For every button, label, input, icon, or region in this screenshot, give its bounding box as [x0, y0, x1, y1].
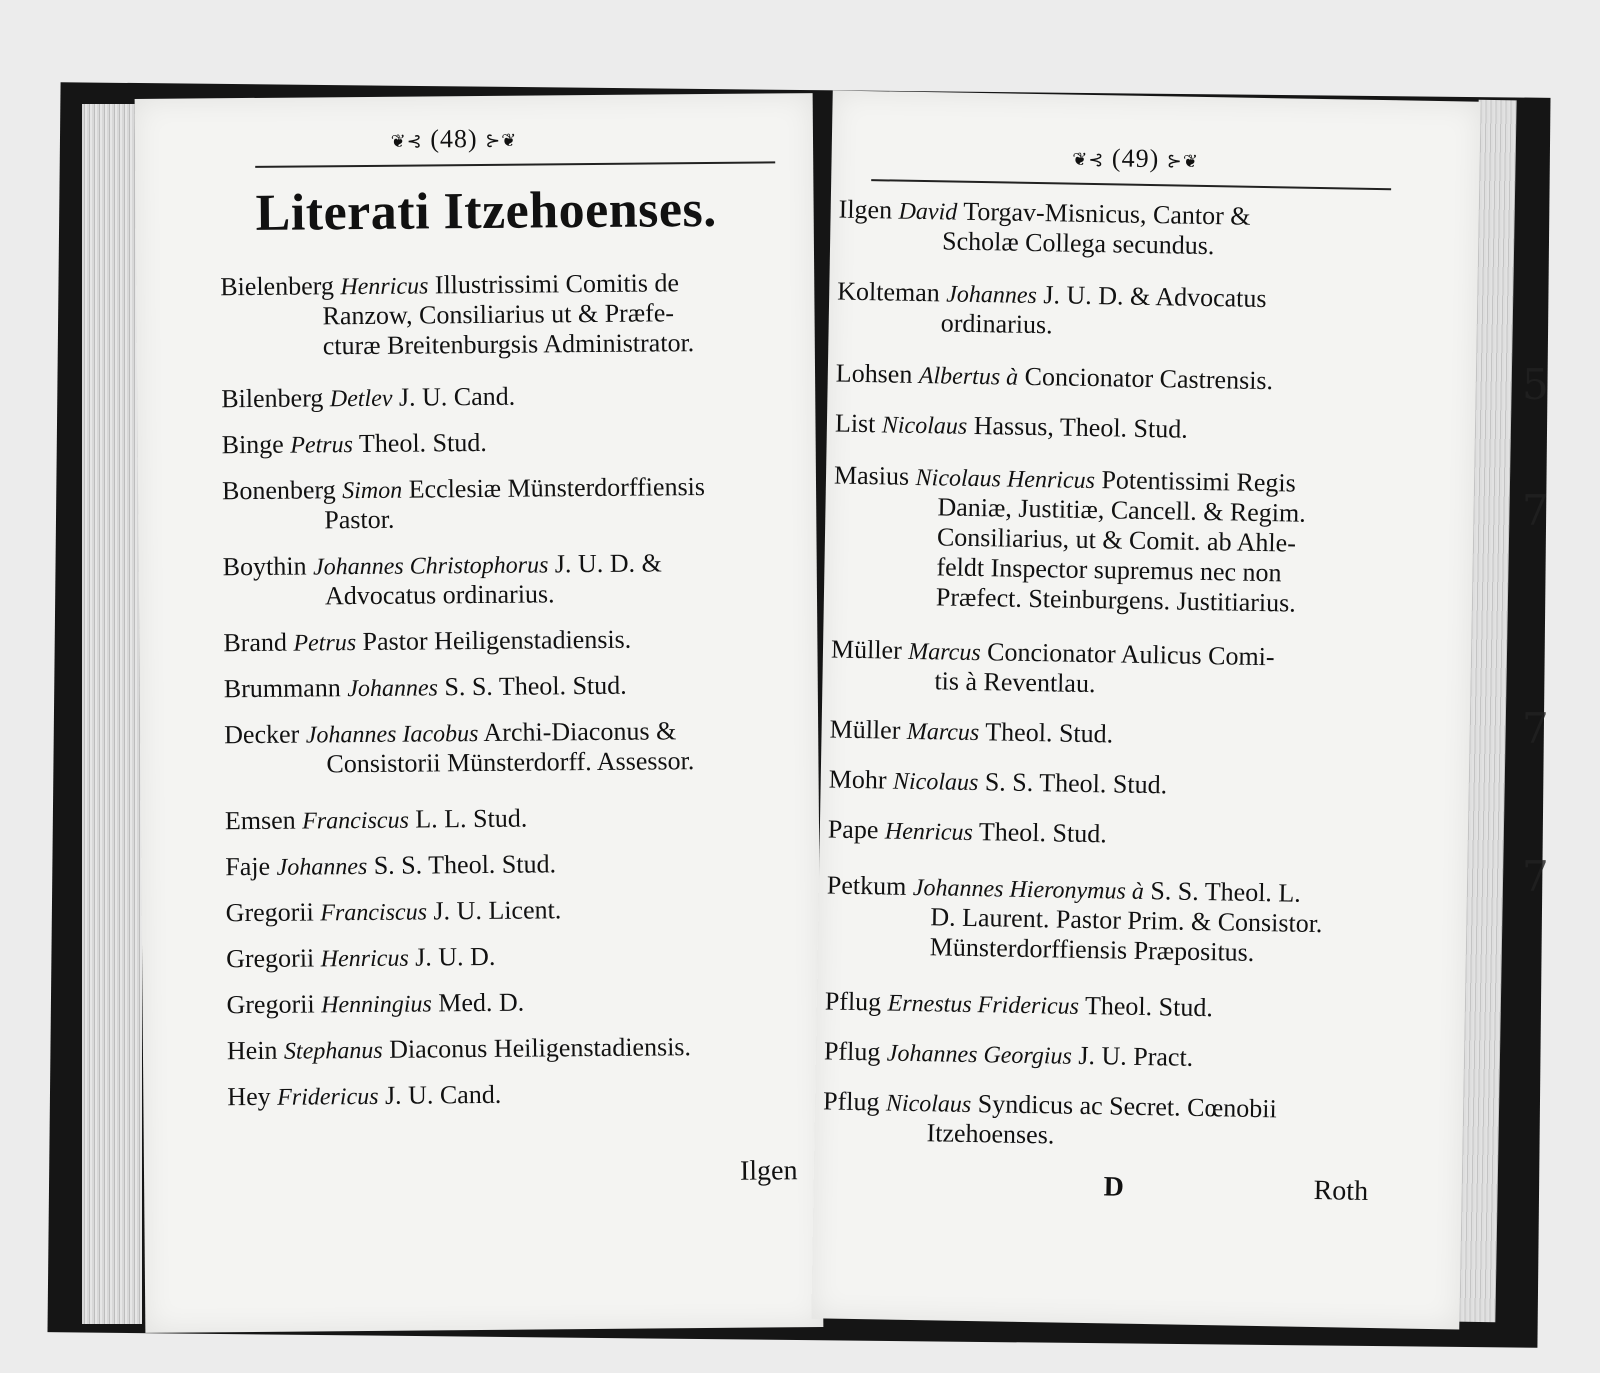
entry-surname: Emsen [224, 805, 296, 836]
entry-given-name: Henricus [340, 273, 429, 301]
entry-surname: Hey [227, 1081, 271, 1112]
entry-surname: List [834, 408, 876, 439]
entry-surname: Masius [833, 460, 910, 491]
entry-surname: Lohsen [835, 358, 913, 389]
entry-given-name: Marcus [908, 638, 981, 667]
page-title: Literati Itzehoenses. [255, 180, 717, 242]
entry-description: J. U. D. [415, 941, 496, 972]
entry-description: Concionator Castrensis. [1024, 361, 1274, 396]
entry-surname: Mohr [828, 764, 887, 795]
entry-surname: Boythin [222, 551, 307, 582]
list-item [835, 409, 1188, 446]
right-page [811, 90, 1480, 1329]
entry-description: Med. D. [438, 987, 525, 1018]
entry-given-name: Johannes [276, 853, 368, 881]
entry-given-name: Franciscus [320, 899, 428, 927]
entry-given-name: Johannes [946, 281, 1038, 310]
list-item [224, 671, 627, 706]
entry-surname: Binge [221, 429, 284, 460]
list-item [226, 895, 562, 929]
page-edges-left [82, 104, 142, 1324]
entry-description-continued: tis à Reventlau. [934, 666, 1096, 699]
entry-surname: Faje [225, 851, 271, 882]
entry-surname: Gregorii [226, 943, 315, 974]
entry-given-name: Petrus [290, 432, 354, 459]
entry-surname: Brand [223, 627, 288, 658]
entry-description: Theol. Stud. [1084, 990, 1214, 1023]
entry-surname: Pflug [823, 1036, 881, 1067]
entry-given-name: Ernestus Fridericus [887, 990, 1080, 1020]
entry-given-name: Nicolaus [885, 1090, 972, 1119]
entry-description-continued: Daniæ, Justitiæ, Cancell. & Regim. [937, 492, 1307, 528]
entry-description-continued: D. Laurent. Pastor Prim. & Consistor. [930, 902, 1323, 939]
entry-given-name: Albertus à [918, 362, 1019, 391]
entry-description: Ecclesiæ Münsterdorffiensis [408, 472, 706, 504]
entry-given-name: Marcus [906, 718, 980, 747]
entry-description-continued: Itzehoenses. [926, 1118, 1055, 1150]
entry-given-name: Detlev [329, 385, 393, 413]
bleed-through-marks: 5 7 7 7 [1522, 360, 1549, 901]
entry-surname: Ilgen [838, 194, 893, 225]
entry-given-name: Simon [342, 477, 403, 505]
entry-description-continued: Pastor. [324, 504, 395, 535]
list-item [223, 548, 662, 583]
entry-surname: Müller [830, 634, 903, 665]
ornament-icon: ⊱❦ [1166, 150, 1200, 173]
entry-description: Theol. Stud. [358, 427, 487, 459]
entry-given-name: Petrus [293, 630, 357, 657]
catchword: Roth [1313, 1175, 1369, 1207]
entry-description: S. S. Theol. Stud. [984, 767, 1168, 800]
entry-description-continued: Consistorii Münsterdorff. Assessor. [326, 746, 695, 779]
list-item [226, 988, 524, 1022]
entry-given-name: Henningius [321, 991, 432, 1019]
entry-description: L. L. Stud. [415, 803, 528, 834]
entry-description: S. S. Theol. Stud. [373, 849, 557, 880]
ornament-icon: ❦⊰ [1072, 149, 1105, 171]
entry-surname: Bilenberg [221, 383, 324, 414]
entry-given-name: Nicolaus [881, 412, 968, 440]
entry-description: Torgav-Misnicus, Cantor & [963, 196, 1251, 231]
list-item [829, 714, 1113, 750]
entry-surname: Pape [827, 814, 879, 845]
list-item [226, 942, 496, 975]
list-item [828, 764, 1167, 801]
entry-surname: Decker [224, 719, 300, 750]
entry-surname: Hein [226, 1035, 278, 1066]
entry-given-name: Johannes Georgius [886, 1040, 1073, 1070]
left-page-header [135, 121, 813, 157]
header-rule [871, 179, 1391, 190]
entry-surname: Gregorii [225, 897, 314, 928]
entry-description: Theol. Stud. [978, 817, 1107, 849]
list-item [222, 472, 705, 507]
entry-description: J. U. Cand. [398, 381, 516, 412]
page-number: (49) [1111, 143, 1160, 174]
entry-description-continued: Advocatus ordinarius. [324, 579, 555, 611]
entry-description: Pastor Heiligenstadiensis. [362, 624, 632, 657]
entry-description: Theol. Stud. [985, 717, 1114, 749]
entry-description-continued: feldt Inspector supremus nec non [936, 552, 1282, 588]
entry-surname: Bonenberg [221, 475, 336, 506]
entry-description: S. S. Theol. Stud. [444, 670, 627, 702]
list-item [837, 277, 1267, 315]
list-item [223, 625, 631, 660]
entry-description-continued: Consiliarius, ut & Comit. ab Ahle- [936, 522, 1297, 558]
list-item [828, 814, 1107, 850]
entry-description: Hassus, Theol. Stud. [973, 410, 1188, 444]
list-item [227, 1080, 501, 1113]
catchword: Ilgen [739, 1155, 798, 1187]
list-item [225, 804, 528, 838]
entry-given-name: Henricus [884, 818, 974, 846]
header-rule [255, 161, 775, 168]
list-item [227, 1032, 691, 1067]
right-page-header [811, 138, 1479, 180]
entry-description-continued: Münsterdorffiensis Præpositus. [929, 932, 1255, 967]
entry-given-name: Johannes Hieronymus à [912, 874, 1145, 905]
list-item [225, 849, 556, 883]
entry-description: J. U. Pract. [1078, 1040, 1194, 1072]
entry-given-name: Nicolaus [892, 768, 979, 797]
entry-surname: Brummann [223, 673, 341, 704]
entry-surname: Bielenberg [220, 271, 335, 302]
entry-description-continued: cturæ Breitenburgsis Administrator. [322, 328, 695, 361]
ornament-icon: ⊱❦ [485, 130, 518, 152]
entry-given-name: Henricus [320, 945, 409, 973]
entry-surname: Gregorii [226, 989, 315, 1020]
entry-given-name: Franciscus [302, 807, 409, 835]
entry-given-name: Johannes Christophorus [312, 552, 549, 581]
list-item [221, 382, 515, 416]
list-item [222, 428, 487, 461]
signature-mark: D [1103, 1171, 1125, 1203]
entry-given-name: Stephanus [283, 1037, 383, 1065]
page-number: (48) [430, 123, 478, 154]
entry-given-name: Johannes [347, 675, 439, 703]
entry-description: Illustrissimi Comitis de [434, 268, 680, 300]
entry-description: J. U. D. & [554, 548, 662, 579]
entry-given-name: Fridericus [277, 1083, 379, 1111]
entry-surname: Pflug [824, 986, 882, 1017]
list-item [825, 986, 1214, 1024]
ornament-icon: ❦⊰ [390, 130, 423, 153]
entry-description: J. U. Licent. [433, 895, 562, 926]
entry-description: Concionator Aulicus Comi- [986, 637, 1275, 672]
entry-description-continued: Præfect. Steinburgens. Justitiarius. [935, 582, 1297, 618]
list-item [836, 359, 1274, 398]
entry-description: J. U. Cand. [384, 1079, 502, 1110]
entry-description-continued: ordinarius. [940, 308, 1053, 340]
entry-surname: Pflug [822, 1086, 880, 1117]
entry-given-name: Johannes Iacobus [305, 721, 479, 749]
entry-description: Archi-Diaconus & [483, 716, 677, 747]
entry-description: Syndicus ac Secret. Cœnobii [977, 1089, 1277, 1124]
entry-description-continued: Ranzow, Consiliarius ut & Præfe- [322, 298, 675, 331]
entry-given-name: Nicolaus Henricus [915, 464, 1096, 495]
list-item [824, 1036, 1194, 1073]
entry-surname: Petkum [826, 870, 907, 901]
left-page [135, 93, 824, 1333]
entry-description: J. U. D. & Advocatus [1043, 280, 1267, 314]
entry-description: Potentissimi Regis [1101, 465, 1297, 498]
entry-description-continued: Scholæ Collega secundus. [941, 226, 1215, 261]
list-item [838, 195, 1250, 233]
entry-surname: Kolteman [837, 276, 941, 308]
entry-description: Diaconus Heiligenstadiensis. [389, 1032, 692, 1064]
entry-given-name: David [898, 198, 958, 226]
entry-description: S. S. Theol. L. [1150, 876, 1302, 908]
entry-surname: Müller [829, 714, 901, 745]
